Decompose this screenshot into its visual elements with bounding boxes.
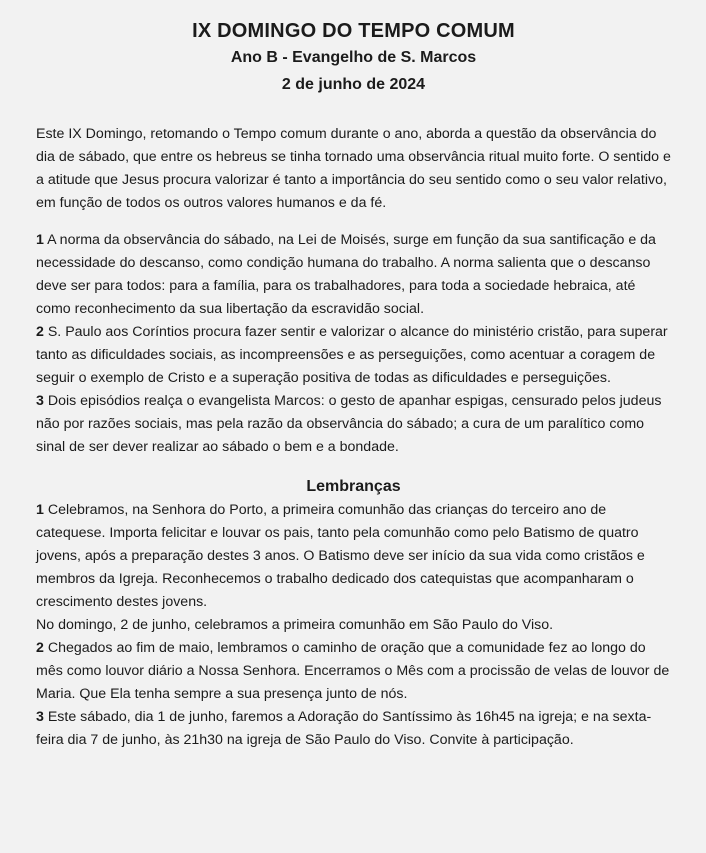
item-number: 2 xyxy=(36,324,44,340)
item-number: 3 xyxy=(36,393,44,409)
item-text: A norma da observância do sábado, na Lei de Moisés, surge em função da sua santificação e da necessidade do descanso, como condição humana do trabalho. A norma salienta que o descanso deve ser para todos: para a família, para os trabalhadores, para toda a sociedade hebraica, até como reconhecimento da sua libertação da escravidão social. xyxy=(36,232,656,317)
commentary-section xyxy=(36,229,671,459)
item-text: Celebramos, na Senhora do Porto, a primeira comunhão das crianças do terceiro ano de catequese. Importa felicitar e louvar os pais, tanto pela comunhão como pelo Batismo de quatro jovens, após a preparação destes 3 anos. O Batismo deve ser início da sua vida como cristãos e membros da Igreja. Reconhecemos o trabalho dedicado dos catequistas que acompanharam o crescimento destes jovens. xyxy=(36,502,645,610)
commentary-item-3 xyxy=(36,390,671,459)
item-number: 3 xyxy=(36,709,44,725)
item-text: Dois episódios realça o evangelista Marcos: o gesto de apanhar espigas, censurado pelos judeus não por razões sociais, mas pela razão da observância do sábado; a cura de um paralítico como sinal de ser dever realizar ao sábado o bem e a bondade. xyxy=(36,393,662,455)
item-extra-line: No domingo, 2 de junho, celebramos a primeira comunhão em São Paulo do Viso. xyxy=(36,617,554,633)
commentary-item-1 xyxy=(36,229,671,321)
intro-paragraph: Este IX Domingo, retomando o Tempo comum durante o ano, aborda a questão da observância do dia de sábado, que entre os hebreus se tinha tornado uma observância ritual muito forte. O sentido e a atitude que Jesus procura valorizar é tanto a importância do seu sentido como o seu valor relativo, em função de todos os outros valores humanos e da fé. xyxy=(36,126,671,211)
item-number: 2 xyxy=(36,640,44,656)
lembrancas-item-3 xyxy=(36,706,671,752)
item-number: 1 xyxy=(36,232,44,248)
item-text: S. Paulo aos Coríntios procura fazer sentir e valorizar o alcance do ministério cristão, para superar tanto as dificuldades sociais, as incompreensões e as perseguições, como acentuar a coragem de seguir o exemplo de Cristo e a superação positiva de todas as dificuldades e perseguições. xyxy=(36,324,668,386)
item-text: Este sábado, dia 1 de junho, faremos a Adoração do Santíssimo às 16h45 na igreja; e na sexta-feira dia 7 de junho, às 21h30 na igreja de São Paulo do Viso. Convite à participação. xyxy=(36,709,652,748)
item-text: Chegados ao fim de maio, lembramos o caminho de oração que a comunidade fez ao longo do mês como louvor diário a Nossa Senhora. Encerramos o Mês com a procissão de velas de louvor de Maria. Que Ela tenha sempre a sua presença junto de nós. xyxy=(36,640,670,702)
document-header xyxy=(36,18,671,98)
lembrancas-item-2 xyxy=(36,637,671,706)
document-subtitle: Ano B - Evangelho de S. Marcos xyxy=(230,49,477,66)
commentary-item-2 xyxy=(36,321,671,390)
document-title: IX DOMINGO DO TEMPO COMUM xyxy=(192,20,515,42)
lembrancas-item-1 xyxy=(36,499,671,637)
lembrancas-heading: Lembranças xyxy=(306,478,401,495)
lembrancas-section xyxy=(36,475,671,752)
document-date: 2 de junho de 2024 xyxy=(281,76,426,93)
item-number: 1 xyxy=(36,502,44,518)
